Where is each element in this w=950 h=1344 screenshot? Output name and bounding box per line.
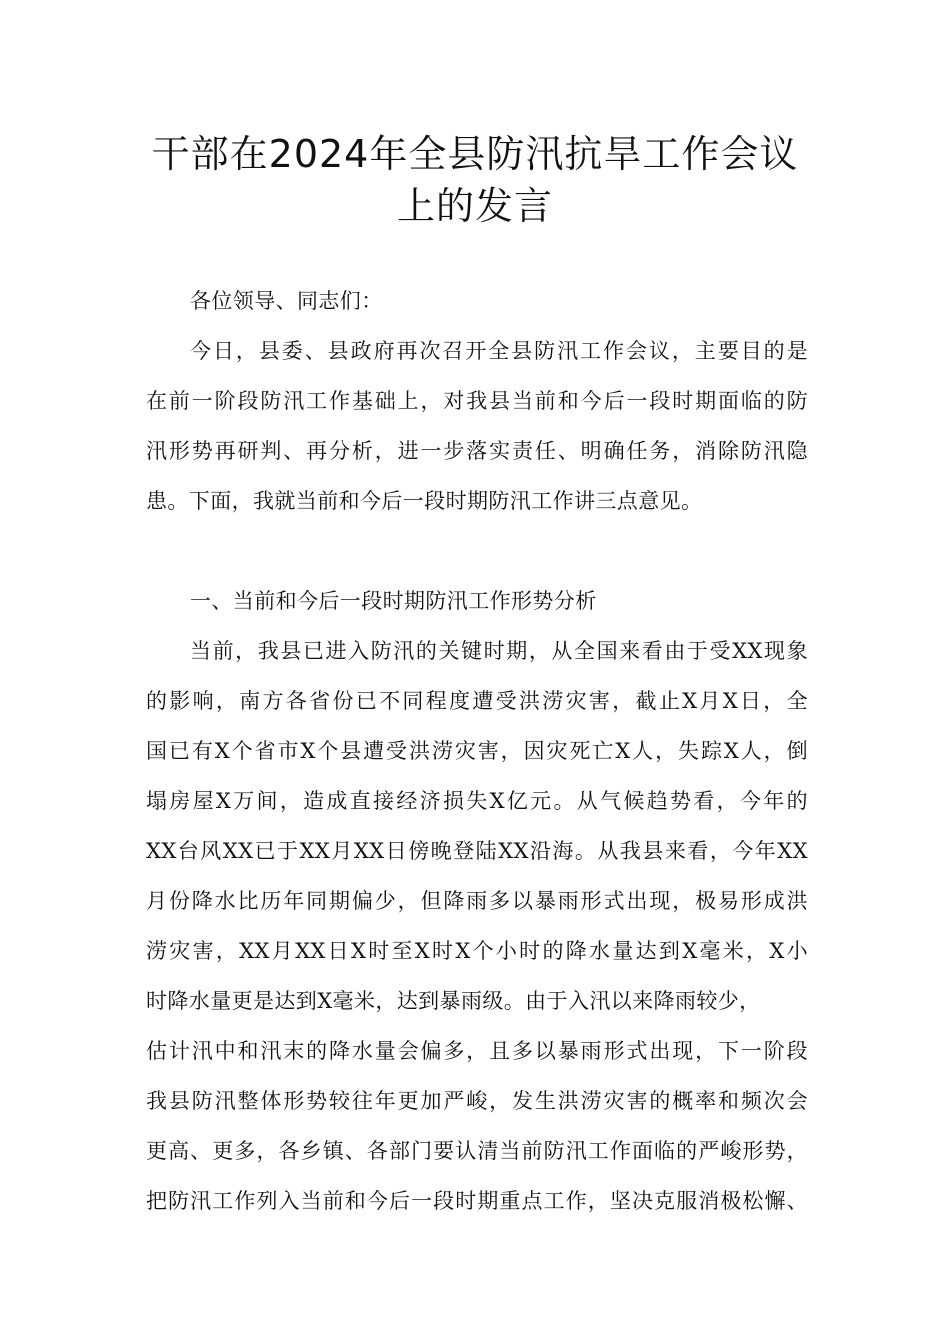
paragraph-1-line: 汛形势再研判、再分析，进一步落实责任、明确任务，消除防汛隐 <box>146 439 808 463</box>
paragraph-2-line: 涝灾害，XX月XX日X时至X时X个小时的降水量达到X毫米，X小 <box>146 939 808 963</box>
title-line-1: 干部在2024年全县防汛抗旱工作会议 <box>151 132 799 176</box>
paragraph-2-line: 我县防汛整体形势较往年更加严峻，发生洪涝灾害的概率和频次会 <box>146 1089 808 1113</box>
paragraph-2-line: 更高、更多，各乡镇、各部门要认清当前防汛工作面临的严峻形势， <box>146 1139 808 1163</box>
paragraph-2-line: 月份降水比历年同期偏少，但降雨多以暴雨形式出现，极易形成洪 <box>146 889 808 913</box>
paragraph-2-line: 塌房屋X万间，造成直接经济损失X亿元。从气候趋势看，今年的 <box>146 789 808 813</box>
paragraph-2-line: 国已有X个省市X个县遭受洪涝灾害，因灾死亡X人，失踪X人，倒 <box>146 739 808 763</box>
salutation: 各位领导、同志们： <box>190 289 383 313</box>
paragraph-2-line: 把防汛工作列入当前和今后一段时期重点工作，坚决克服消极松懈、 <box>146 1189 808 1213</box>
paragraph-1-line: 今日，县委、县政府再次召开全县防汛工作会议，主要目的是 <box>190 339 808 363</box>
paragraph-1-line: 在前一阶段防汛工作基础上，对我县当前和今后一段时期面临的防 <box>146 389 808 413</box>
document-title <box>120 128 830 232</box>
paragraph-1-line: 患。下面，我就当前和今后一段时期防汛工作讲三点意见。 <box>146 489 703 513</box>
paragraph-2-line: 当前，我县已进入防汛的关键时期，从全国来看由于受XX现象 <box>190 639 808 663</box>
section-heading-1: 一、当前和今后一段时期防汛工作形势分析 <box>190 589 597 613</box>
paragraph-2-line: XX台风XX已于XX月XX日傍晚登陆XX沿海。从我县来看，今年XX <box>146 839 808 863</box>
paragraph-2-line: 估计汛中和汛末的降水量会偏多，且多以暴雨形式出现，下一阶段 <box>146 1039 808 1063</box>
title-line-2: 上的发言 <box>396 184 553 228</box>
paragraph-2-line: 时降水量更是达到X毫米，达到暴雨级。由于入汛以来降雨较少， <box>146 989 761 1013</box>
paragraph-2-line: 的影响，南方各省份已不同程度遭受洪涝灾害，截止X月X日，全 <box>146 689 808 713</box>
